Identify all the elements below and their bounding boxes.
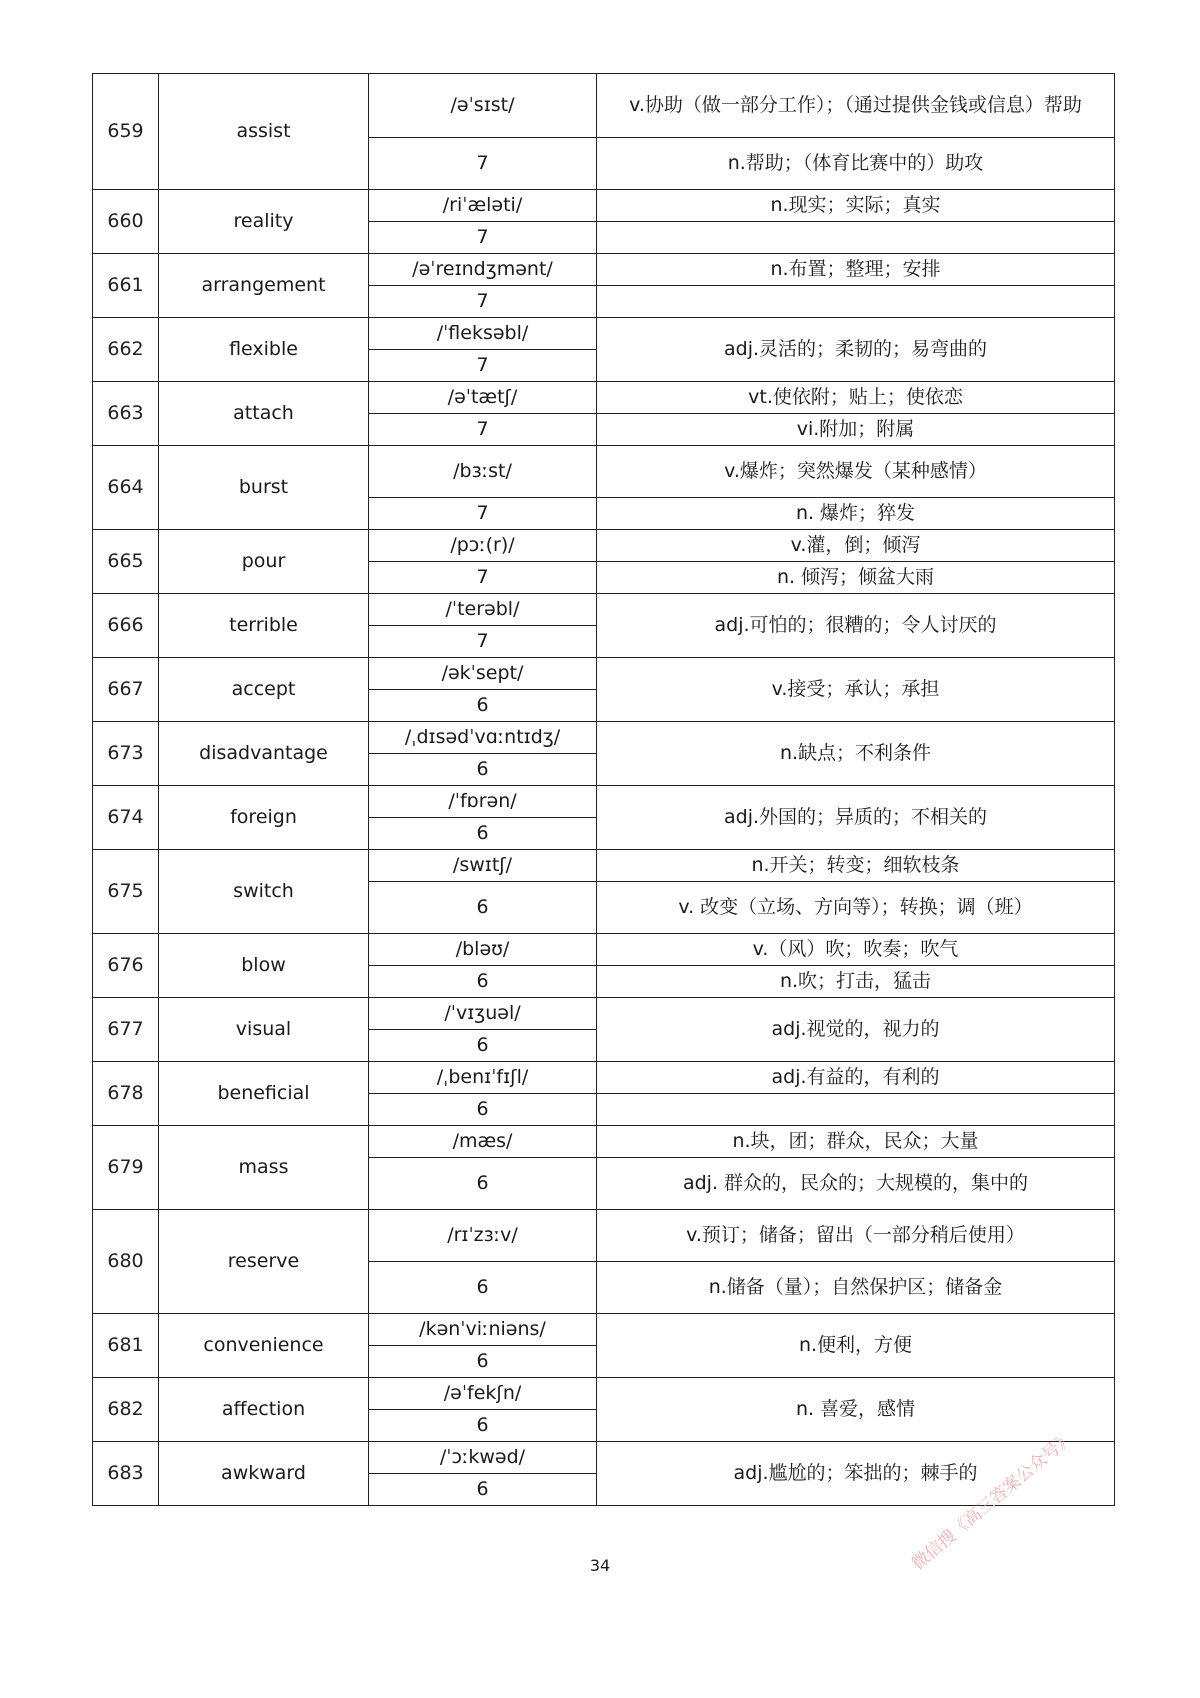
entry-word: assist xyxy=(159,74,369,190)
entry-phonetic: /ˌbenɪˈfɪʃl/ xyxy=(369,1062,597,1094)
entry-definition: vi.附加；附属 xyxy=(597,414,1115,446)
entry-definition: v.预订；储备；留出（一部分稍后使用） xyxy=(597,1210,1115,1262)
entry-number: 662 xyxy=(93,318,159,382)
entry-phonetic: /əˈreɪndʒmənt/ xyxy=(369,254,597,286)
entry-number: 679 xyxy=(93,1126,159,1210)
entry-definition: adj. 群众的，民众的；大规模的，集中的 xyxy=(597,1158,1115,1210)
entry-word: pour xyxy=(159,530,369,594)
table-row xyxy=(93,1210,1115,1262)
entry-number: 678 xyxy=(93,1062,159,1126)
entry-word: convenience xyxy=(159,1314,369,1378)
entry-word: attach xyxy=(159,382,369,446)
table-row xyxy=(93,786,1115,818)
entry-phonetic: /rɪˈzɜːv/ xyxy=(369,1210,597,1262)
entry-phonetic: /ˌdɪsədˈvɑːntɪdʒ/ xyxy=(369,722,597,754)
entry-definition: vt.使依附；贴上；使依恋 xyxy=(597,382,1115,414)
entry-word: disadvantage xyxy=(159,722,369,786)
table-row xyxy=(93,318,1115,350)
entry-phonetic: /əˈfekʃn/ xyxy=(369,1378,597,1410)
entry-definition xyxy=(597,222,1115,254)
entry-frequency: 7 xyxy=(369,286,597,318)
entry-number: 681 xyxy=(93,1314,159,1378)
table-row xyxy=(93,446,1115,498)
entry-frequency: 6 xyxy=(369,1094,597,1126)
table-row xyxy=(93,1378,1115,1410)
entry-definition: n.布置；整理；安排 xyxy=(597,254,1115,286)
entry-phonetic: /mæs/ xyxy=(369,1126,597,1158)
entry-definition: adj.可怕的；很糟的；令人讨厌的 xyxy=(597,594,1115,658)
entry-definition: n.现实；实际；真实 xyxy=(597,190,1115,222)
entry-definition: v.接受；承认；承担 xyxy=(597,658,1115,722)
entry-frequency: 6 xyxy=(369,1474,597,1506)
entry-number: 674 xyxy=(93,786,159,850)
entry-number: 675 xyxy=(93,850,159,934)
entry-number: 665 xyxy=(93,530,159,594)
entry-definition xyxy=(597,1094,1115,1126)
entry-definition: n. 喜爱，感情 xyxy=(597,1378,1115,1442)
entry-phonetic: /pɔː(r)/ xyxy=(369,530,597,562)
entry-frequency: 6 xyxy=(369,966,597,998)
entry-definition: v. 改变（立场、方向等）；转换；调（班） xyxy=(597,882,1115,934)
entry-word: beneficial xyxy=(159,1062,369,1126)
entry-frequency: 7 xyxy=(369,350,597,382)
entry-word: reality xyxy=(159,190,369,254)
watermark: 微信搜《高三答案公众号》 xyxy=(908,1427,1078,1575)
table-row xyxy=(93,658,1115,690)
entry-number: 680 xyxy=(93,1210,159,1314)
entry-definition: v.爆炸；突然爆发（某种感情） xyxy=(597,446,1115,498)
entry-definition: adj.视觉的，视力的 xyxy=(597,998,1115,1062)
entry-word: visual xyxy=(159,998,369,1062)
entry-frequency: 7 xyxy=(369,222,597,254)
entry-phonetic: /əˈtætʃ/ xyxy=(369,382,597,414)
table-row xyxy=(93,850,1115,882)
entry-number: 666 xyxy=(93,594,159,658)
entry-frequency: 6 xyxy=(369,882,597,934)
entry-phonetic: /ˈfleksəbl/ xyxy=(369,318,597,350)
entry-definition: adj.外国的；异质的；不相关的 xyxy=(597,786,1115,850)
entry-number: 683 xyxy=(93,1442,159,1506)
table-row xyxy=(93,1126,1115,1158)
entry-frequency: 6 xyxy=(369,754,597,786)
table-row xyxy=(93,722,1115,754)
entry-word: burst xyxy=(159,446,369,530)
entry-frequency: 7 xyxy=(369,562,597,594)
entry-word: flexible xyxy=(159,318,369,382)
entry-definition: n.帮助；（体育比赛中的）助攻 xyxy=(597,138,1115,190)
entry-number: 673 xyxy=(93,722,159,786)
table-row xyxy=(93,1442,1115,1474)
table-row xyxy=(93,530,1115,562)
entry-frequency: 6 xyxy=(369,1030,597,1062)
entry-frequency: 6 xyxy=(369,1410,597,1442)
table-row xyxy=(93,998,1115,1030)
table-row xyxy=(93,1062,1115,1094)
entry-number: 682 xyxy=(93,1378,159,1442)
entry-number: 667 xyxy=(93,658,159,722)
entry-frequency: 6 xyxy=(369,1346,597,1378)
entry-word: mass xyxy=(159,1126,369,1210)
entry-definition: n.吹；打击，猛击 xyxy=(597,966,1115,998)
entry-definition: n.块，团；群众，民众；大量 xyxy=(597,1126,1115,1158)
vocab-table-body xyxy=(93,74,1115,1506)
entry-definition: n. 爆炸；猝发 xyxy=(597,498,1115,530)
entry-definition: n.开关；转变；细软枝条 xyxy=(597,850,1115,882)
entry-number: 677 xyxy=(93,998,159,1062)
table-row xyxy=(93,594,1115,626)
entry-frequency: 7 xyxy=(369,414,597,446)
entry-phonetic: /riˈæləti/ xyxy=(369,190,597,222)
entry-phonetic: /ˈvɪʒuəl/ xyxy=(369,998,597,1030)
entry-number: 659 xyxy=(93,74,159,190)
entry-definition: v.协助（做一部分工作）；（通过提供金钱或信息）帮助 xyxy=(597,74,1115,138)
entry-definition: v.（风）吹；吹奏；吹气 xyxy=(597,934,1115,966)
entry-number: 663 xyxy=(93,382,159,446)
entry-phonetic: /ˈterəbl/ xyxy=(369,594,597,626)
entry-word: foreign xyxy=(159,786,369,850)
entry-phonetic: /əkˈsept/ xyxy=(369,658,597,690)
entry-definition: n.便利，方便 xyxy=(597,1314,1115,1378)
entry-frequency: 7 xyxy=(369,626,597,658)
entry-frequency: 6 xyxy=(369,818,597,850)
entry-definition: n.储备（量）；自然保护区；储备金 xyxy=(597,1262,1115,1314)
entry-frequency: 7 xyxy=(369,138,597,190)
entry-phonetic: /kənˈviːniəns/ xyxy=(369,1314,597,1346)
entry-number: 676 xyxy=(93,934,159,998)
entry-definition: adj.有益的，有利的 xyxy=(597,1062,1115,1094)
entry-definition: v.灌，倒；倾泻 xyxy=(597,530,1115,562)
entry-word: accept xyxy=(159,658,369,722)
page-number: 34 xyxy=(589,1556,611,1575)
entry-definition xyxy=(597,286,1115,318)
entry-definition: adj.灵活的；柔韧的；易弯曲的 xyxy=(597,318,1115,382)
entry-frequency: 6 xyxy=(369,1262,597,1314)
entry-word: awkward xyxy=(159,1442,369,1506)
vocab-table xyxy=(92,73,1115,1506)
table-row xyxy=(93,190,1115,222)
table-row xyxy=(93,254,1115,286)
entry-word: arrangement xyxy=(159,254,369,318)
entry-frequency: 6 xyxy=(369,1158,597,1210)
entry-frequency: 6 xyxy=(369,690,597,722)
entry-number: 664 xyxy=(93,446,159,530)
entry-definition: adj.尴尬的；笨拙的；棘手的 xyxy=(597,1442,1115,1506)
entry-definition: n.缺点；不利条件 xyxy=(597,722,1115,786)
entry-phonetic: /swɪtʃ/ xyxy=(369,850,597,882)
entry-phonetic: /bləʊ/ xyxy=(369,934,597,966)
table-row xyxy=(93,382,1115,414)
entry-number: 660 xyxy=(93,190,159,254)
entry-word: terrible xyxy=(159,594,369,658)
entry-word: switch xyxy=(159,850,369,934)
table-row xyxy=(93,934,1115,966)
entry-number: 661 xyxy=(93,254,159,318)
entry-phonetic: /əˈsɪst/ xyxy=(369,74,597,138)
table-row xyxy=(93,74,1115,138)
entry-definition: n. 倾泻；倾盆大雨 xyxy=(597,562,1115,594)
table-row xyxy=(93,1314,1115,1346)
entry-word: affection xyxy=(159,1378,369,1442)
entry-phonetic: /bɜːst/ xyxy=(369,446,597,498)
entry-word: blow xyxy=(159,934,369,998)
entry-phonetic: /ˈfɒrən/ xyxy=(369,786,597,818)
entry-word: reserve xyxy=(159,1210,369,1314)
entry-frequency: 7 xyxy=(369,498,597,530)
entry-phonetic: /ˈɔːkwəd/ xyxy=(369,1442,597,1474)
